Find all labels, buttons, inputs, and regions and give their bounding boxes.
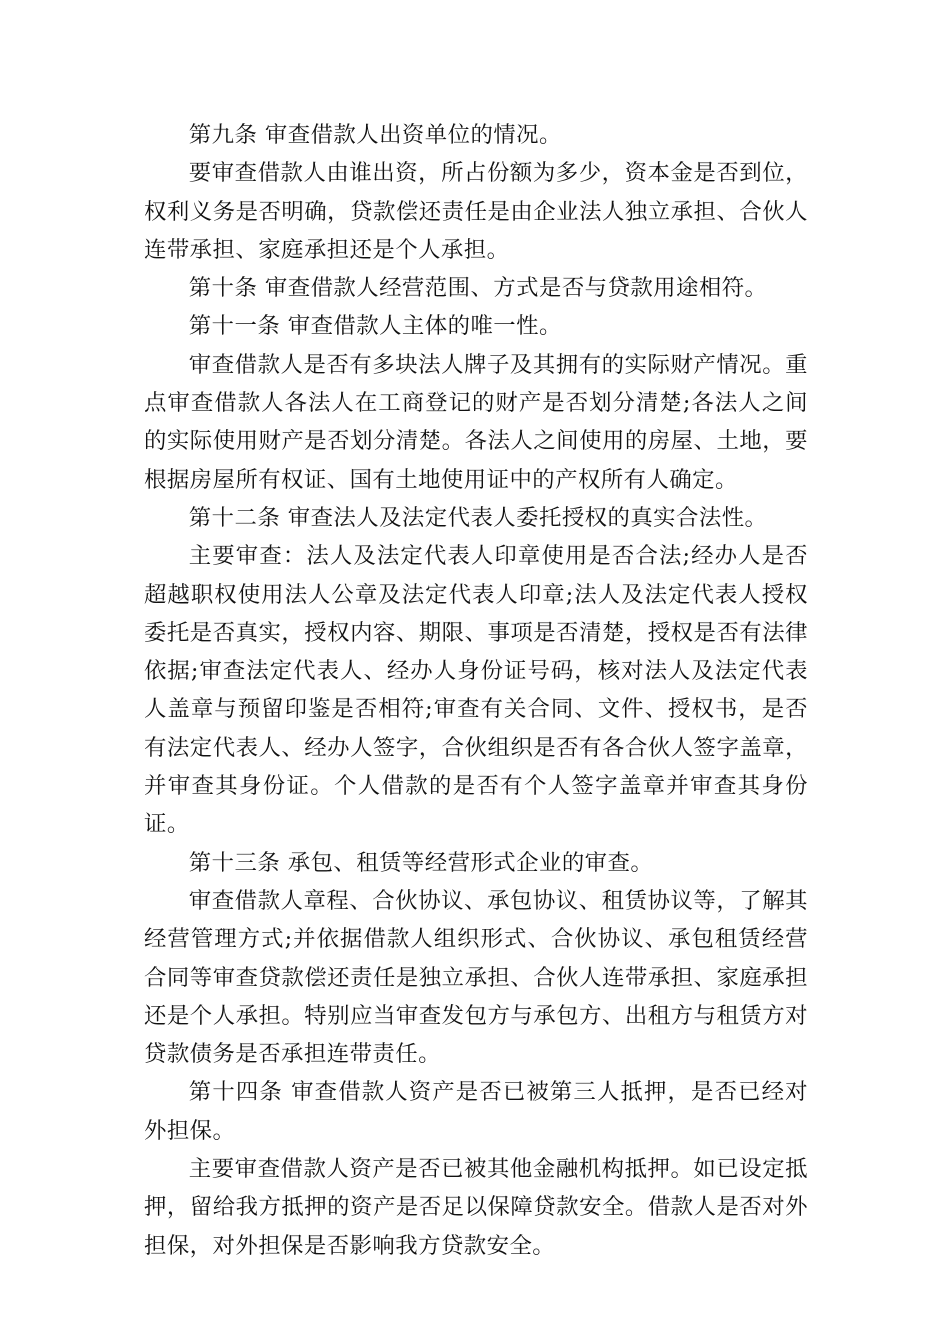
article-9-body: 要审查借款人由谁出资，所占份额为多少，资本金是否到位，权利义务是否明确，贷款偿还责任是由企业法人独立承担、合伙人连带承担、家庭承担还是个人承担。 — [144, 160, 808, 263]
article-10-heading: 第十条 审查借款人经营范围、方式是否与贷款用途相符。 — [188, 275, 768, 302]
article-12-heading: 第十二条 审查法人及法定代表人委托授权的真实合法性。 — [188, 504, 768, 531]
article-9-heading: 第九条 审查借款人出资单位的情况。 — [188, 122, 562, 148]
article-11-body: 审查借款人是否有多块法人牌子及其拥有的实际财产情况。重点审查借款人各法人在工商登记的财产是否划分清楚;各法人之间的实际使用财产是否划分清楚。各法人之间使用的房屋、土地，要根据房屋所有权证、国有土地使用证中的产权所有人确定。 — [144, 351, 808, 493]
article-13-body: 审查借款人章程、合伙协议、承包协议、租赁协议等，了解其经营管理方式;并依据借款人组织形式、合伙协议、承包租赁经营合同等审查贷款偿还责任是独立承担、合伙人连带承担、家庭承担还是个人承担。特别应当审查发包方与承包方、出租方与租赁方对贷款债务是否承担连带责任。 — [144, 887, 808, 1068]
document-body — [144, 116, 808, 1265]
article-11-heading: 第十一条 审查借款人主体的唯一性。 — [188, 313, 562, 340]
article-12-body: 主要审查：法人及法定代表人印章使用是否合法;经办人是否超越职权使用法人公章及法定代表人印章;法人及法定代表人授权委托是否真实，授权内容、期限、事项是否清楚，授权是否有法律依据;审查法定代表人、经办人身份证号码，核对法人及法定代表人盖章与预留印鉴是否相符;审查有关合同、文件、授权书，是否有法定代表人、经办人签字，合伙组织是否有各合伙人签字盖章，并审查其身份证。个人借款的是否有个人签字盖章并审查其身份证。 — [144, 543, 808, 838]
article-13-heading: 第十三条 承包、租赁等经营形式企业的审查。 — [188, 849, 654, 876]
article-14-body: 主要审查借款人资产是否已被其他金融机构抵押。如已设定抵押，留给我方抵押的资产是否足以保障贷款安全。借款人是否对外担保，对外担保是否影响我方贷款安全。 — [144, 1156, 808, 1259]
article-14-heading: 第十四条 审查借款人资产是否已被第三人抵押，是否已经对外担保。 — [144, 1079, 808, 1144]
